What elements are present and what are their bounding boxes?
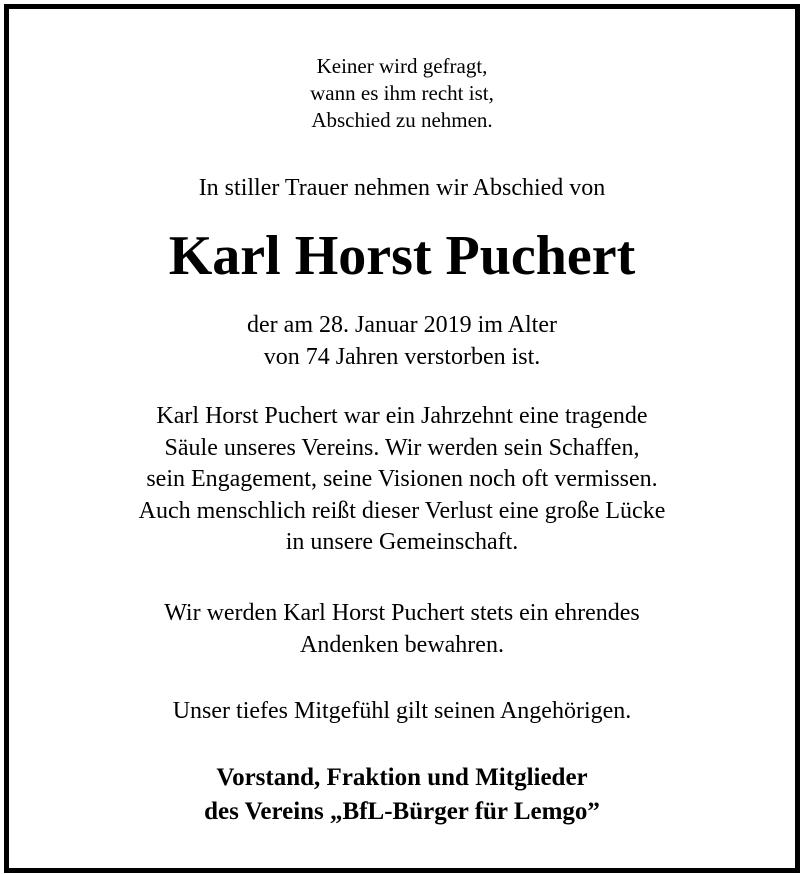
motto-line: wann es ihm recht ist, (310, 81, 494, 105)
motto-line: Keiner wird gefragt, (316, 54, 488, 78)
tribute-line: in unsere Gemeinschaft. (285, 529, 519, 555)
tribute-line: Auch menschlich reißt dieser Verlust eine große Lücke (138, 497, 666, 524)
tribute-line: Karl Horst Puchert war ein Jahrzehnt eine tragende (156, 403, 648, 429)
tribute-paragraph (9, 401, 795, 559)
death-notice (9, 309, 795, 373)
signature-block (9, 761, 795, 829)
memory-paragraph (9, 597, 795, 661)
tribute-line: Säule unseres Vereins. Wir werden sein Schaffen, (164, 434, 640, 461)
death-notice-line: von 74 Jahren verstorben ist. (263, 344, 541, 370)
deceased-name: Karl Horst Puchert (168, 225, 636, 287)
signature-line: des Vereins „BfL-Bürger für Lemgo” (204, 798, 600, 825)
sympathy-line: Unser tiefes Mitgefühl gilt seinen Angehörigen. (172, 698, 632, 724)
death-notice-line: der am 28. Januar 2019 im Alter (247, 312, 557, 338)
motto-line: Abschied zu nehmen. (311, 108, 493, 132)
signature-line: Vorstand, Fraktion und Mitglieder (216, 764, 588, 791)
memory-line: Wir werden Karl Horst Puchert stets ein ehrendes (164, 600, 640, 626)
tribute-line: sein Engagement, seine Visionen noch oft vermissen. (146, 466, 658, 492)
motto-verse (9, 53, 795, 134)
memory-line: Andenken bewahren. (300, 632, 504, 658)
intro-text: In stiller Trauer nehmen wir Abschied von (198, 175, 606, 201)
